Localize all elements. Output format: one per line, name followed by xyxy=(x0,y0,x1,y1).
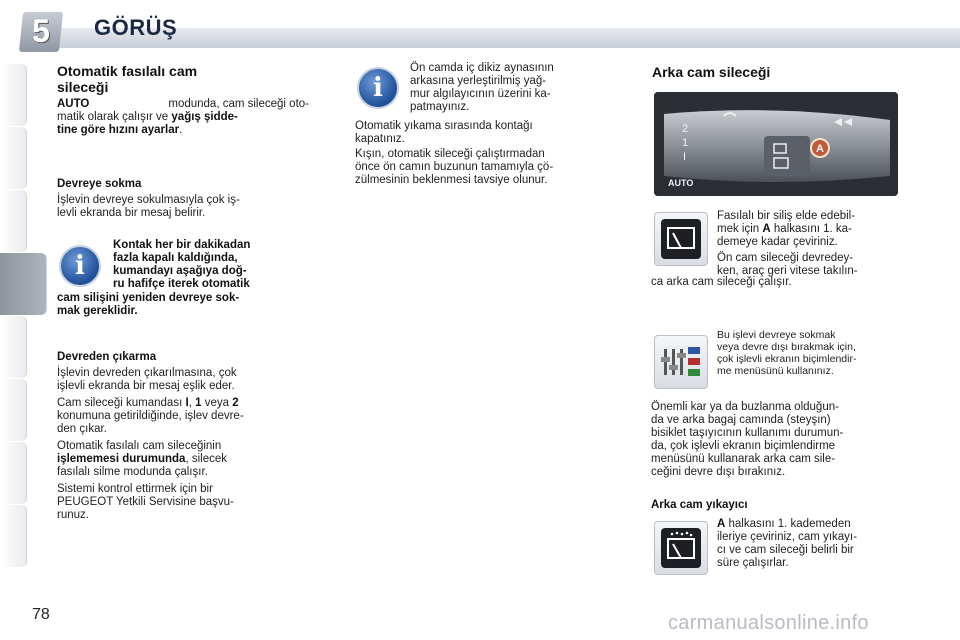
page-header xyxy=(0,0,960,52)
info-icon: i xyxy=(59,245,101,287)
side-tab-active[interactable] xyxy=(0,253,47,315)
stalk-label-1: 1 xyxy=(682,137,689,149)
stalk-label-a: A xyxy=(816,143,824,155)
section-title-auto-wiper: Otomatik fasılalı cam sileceği xyxy=(57,63,198,95)
rear-washer-text: A halkasını 1. kademeden ileriye çeviriniz, cam yıkayı- cı ve cam sileceği belirli bir süre çalışırlar. xyxy=(717,518,857,569)
reset-note-cont: cam silişini yeniden devreye sok- mak gereklidir. xyxy=(57,292,240,317)
rear-wiper-icon xyxy=(654,212,708,266)
rear-washer-icon xyxy=(654,521,708,575)
side-tab-7[interactable] xyxy=(0,442,27,504)
side-tab-3[interactable] xyxy=(0,190,27,252)
info-icon: i xyxy=(357,67,399,109)
rear-wiper-text-1: Fasılalı bir siliş elde edebil- mek için A halkasını 1. ka- demeye kadar çeviriniz. Ön cam sileceği devredey- ken, araç geri vitese takılın- xyxy=(717,210,858,277)
side-tab-5[interactable] xyxy=(0,316,27,378)
chapter-number: 5 xyxy=(32,13,50,49)
side-tab-1[interactable] xyxy=(0,64,27,126)
side-tab-6[interactable] xyxy=(0,379,27,441)
rear-wiper-text-2: ca arka cam sileceği çalışır. xyxy=(651,276,792,288)
wiper-stalk-photo xyxy=(654,92,898,196)
watermark: carmanualsonline.info xyxy=(668,612,869,634)
stalk-label-i: I xyxy=(683,151,687,163)
deactivate-text: İşlevin devreden çıkarılmasına, çok işlevli ekranda bir mesaj eşlik eder. Cam sileceği kumandası I, 1 veya 2 konumuna getirildiğinde, işlev devre- den çıkar. Otomatik fasılalı cam sileceğinin işlememesi durumunda, silecek fasılalı silme modunda çalışır. Sistemi kontrol ettirmek için bir PEUGEOT Yetkili Servisine başvu- runuz. xyxy=(57,367,244,521)
wash-note: Otomatik yıkama sırasında kontağı kapatınız. xyxy=(355,120,533,145)
snow-bike-note: Önemli kar ya da buzlanma olduğun- da ve arka bagaj camında (steyşın) bisiklet taşıyıcının kullanımı durumun- da, çok işlevli ekranın biçimlendirme menüsünü kullanarak arka cam sile- ceğini devre dışı bırakınız. xyxy=(651,401,844,478)
sensor-note: Ön camda iç dikiz aynasının arkasına yerleştirilmiş yağ- mur algılayıcının üzerini ka- patmayınız. xyxy=(410,62,554,113)
page-number: 78 xyxy=(32,606,50,623)
deactivate-heading: Devreden çıkarma xyxy=(57,351,157,363)
reset-note: Kontak her bir dakikadan fazla kapalı kaldığında, kumandayı aşağıya doğ- ru hafifçe iterek otomatik xyxy=(113,239,251,290)
page-title: GÖRÜŞ xyxy=(94,15,178,40)
activate-heading: Devreye sokma xyxy=(57,178,142,190)
auto-intro: AUTO modunda, cam sileceği oto- matik olarak çalışır ve yağış şidde- tine göre hızını ayarlar. xyxy=(57,98,309,136)
winter-note: Kışın, otomatik sileceği çalıştırmadan önce ön camın buzunun tamamıyla çö- zülmesinin beklenmesi tavsiye olunur. xyxy=(355,148,554,186)
side-tab-2[interactable] xyxy=(0,127,27,189)
settings-menu-icon xyxy=(654,335,708,389)
stalk-label-2: 2 xyxy=(682,123,689,135)
stalk-label-auto: AUTO xyxy=(668,178,694,188)
wiper-stalk-illustration xyxy=(654,92,898,196)
washer-heading: Arka cam yıkayıcı xyxy=(651,499,748,511)
side-tab-8[interactable] xyxy=(0,505,27,567)
section-title-rear-wiper: Arka cam sileceği xyxy=(652,64,771,80)
settings-menu-text: Bu işlevi devreye sokmak veya devre dışı bırakmak için, çok işlevli ekranın biçimlendir- me menüsünü kullanınız. xyxy=(717,329,857,377)
activate-text: İşlevin devreye sokulmasıyla çok iş- levli ekranda bir mesaj belirir. xyxy=(57,194,240,219)
